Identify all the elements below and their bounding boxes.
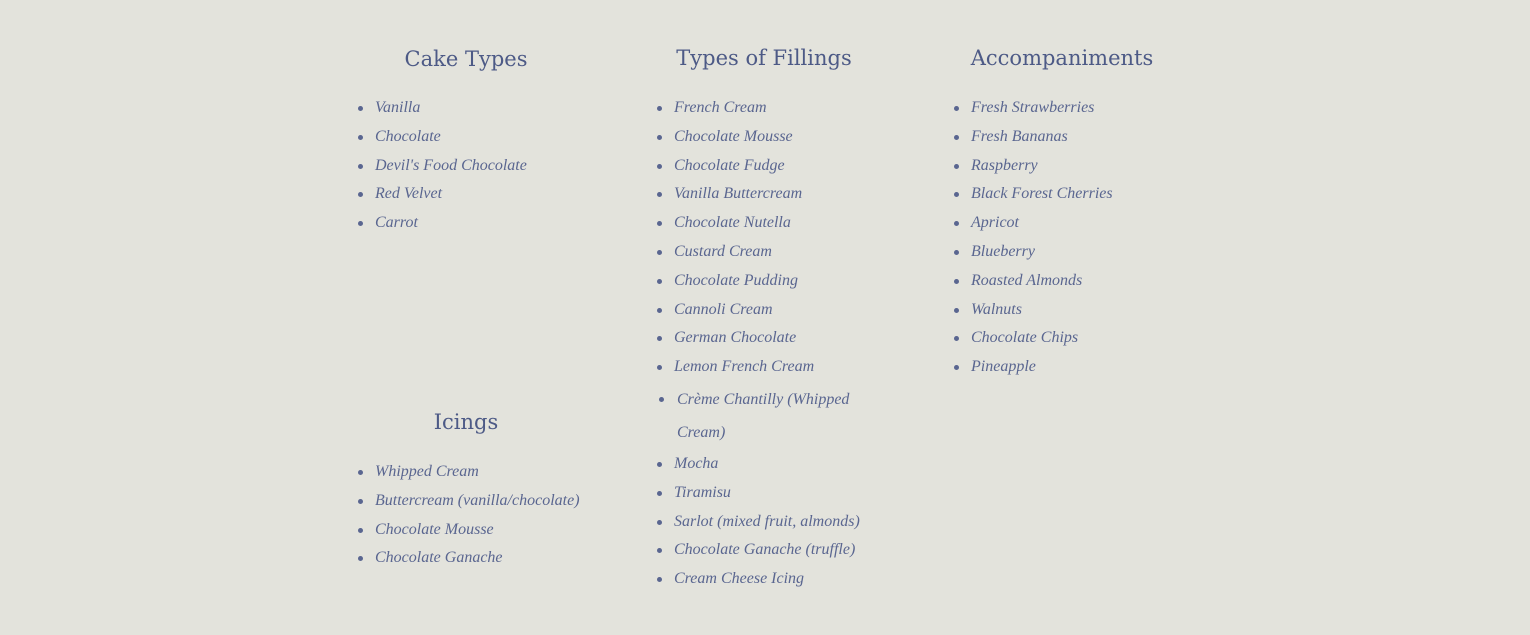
list-item: Chocolate Fudge bbox=[656, 152, 877, 181]
list-item: German Chocolate bbox=[656, 324, 877, 353]
list-item: Crème Chantilly (Whipped Cream) bbox=[656, 382, 877, 450]
list-item: Vanilla bbox=[357, 94, 527, 123]
icings-heading: Icings bbox=[433, 410, 499, 434]
list-item: Cannoli Cream bbox=[656, 296, 877, 325]
accompaniments-heading: Accompaniments bbox=[970, 46, 1154, 70]
list-item: Fresh Bananas bbox=[953, 123, 1113, 152]
list-item: Buttercream (vanilla/chocolate) bbox=[357, 487, 580, 516]
list-item: Custard Cream bbox=[656, 238, 877, 267]
list-item: Chocolate Mousse bbox=[357, 516, 580, 545]
icings-list bbox=[357, 458, 580, 573]
list-item: Chocolate bbox=[357, 123, 527, 152]
list-item: Vanilla Buttercream bbox=[656, 180, 877, 209]
cake-types-heading: Cake Types bbox=[404, 47, 528, 71]
list-item: Cream Cheese Icing bbox=[656, 565, 877, 594]
list-item: Chocolate Nutella bbox=[656, 209, 877, 238]
accompaniments-list bbox=[953, 94, 1113, 382]
list-item: Sarlot (mixed fruit, almonds) bbox=[656, 508, 877, 537]
list-item: Devil's Food Chocolate bbox=[357, 152, 527, 181]
list-item: French Cream bbox=[656, 94, 877, 123]
list-item: Mocha bbox=[656, 450, 877, 479]
list-item: Red Velvet bbox=[357, 180, 527, 209]
list-item: Lemon French Cream bbox=[656, 353, 877, 382]
list-item: Tiramisu bbox=[656, 479, 877, 508]
cake-types-list bbox=[357, 94, 527, 238]
list-item: Chocolate Ganache bbox=[357, 544, 580, 573]
list-item: Chocolate Ganache (truffle) bbox=[656, 536, 877, 565]
fillings-list bbox=[656, 94, 877, 594]
list-item: Carrot bbox=[357, 209, 527, 238]
list-item: Chocolate Mousse bbox=[656, 123, 877, 152]
list-item: Apricot bbox=[953, 209, 1113, 238]
list-item: Pineapple bbox=[953, 353, 1113, 382]
list-item: Raspberry bbox=[953, 152, 1113, 181]
list-item: Walnuts bbox=[953, 296, 1113, 325]
list-item: Blueberry bbox=[953, 238, 1113, 267]
list-item: Fresh Strawberries bbox=[953, 94, 1113, 123]
fillings-heading: Types of Fillings bbox=[676, 46, 852, 70]
list-item: Roasted Almonds bbox=[953, 267, 1113, 296]
list-item: Chocolate Chips bbox=[953, 324, 1113, 353]
list-item: Whipped Cream bbox=[357, 458, 580, 487]
list-item: Chocolate Pudding bbox=[656, 267, 877, 296]
list-item: Black Forest Cherries bbox=[953, 180, 1113, 209]
